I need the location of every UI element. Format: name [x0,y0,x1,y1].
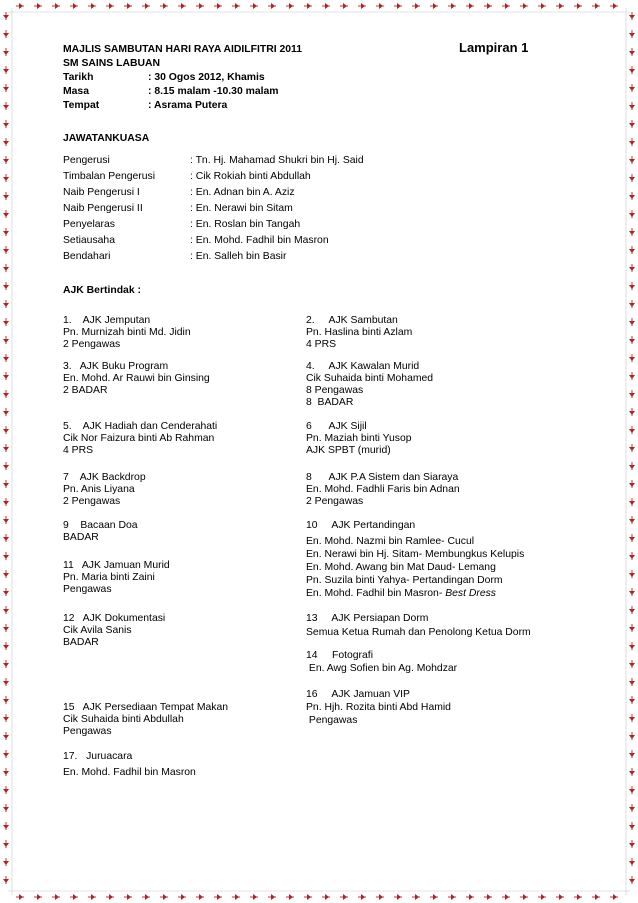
ajk-line-text: En. Mohd. Fadhil bin Masron- [306,588,446,599]
committee-member: : Cik Rokiah binti Abdullah [190,171,311,182]
border-ornament [629,807,635,811]
border-ornament [3,357,9,361]
border-ornament [3,87,9,91]
ajk-title: 2. AJK Sambutan [306,315,398,326]
committee-member: : Tn. Hj. Mahamad Shukri bin Hj. Said [190,155,364,166]
border-ornament [181,3,185,9]
ajk-line: Cik Nor Faizura binti Ab Rahman [63,433,215,444]
border-ornament [3,375,9,379]
ajk-title: 9 Bacaan Doa [63,520,138,531]
border-ornament [629,573,635,577]
border-ornament [629,735,635,739]
border-ornament [629,411,635,415]
border-ornament [3,879,9,883]
border-ornament [559,894,563,900]
border-ornament [629,825,635,829]
border-ornament [325,894,329,900]
border-ornament [541,894,545,900]
border-ornament [433,894,437,900]
border-ornament [145,3,149,9]
border-ornament [541,3,545,9]
ajk-line: En. Mohd. Fadhli Faris bin Adnan [306,484,460,495]
border-ornament [127,3,131,9]
border-ornament [523,3,527,9]
border-ornament [3,141,9,145]
border-ornament [3,843,9,847]
border-ornament [629,753,635,757]
border-ornament [505,894,509,900]
ajk-line: Pn. Maria binti Zaini [63,572,155,583]
border-ornament [451,3,455,9]
ajk-title: 16 AJK Jamuan VIP [306,689,410,700]
ajk-line: Cik Suhaida binti Abdullah [63,714,184,725]
border-ornament [629,15,635,19]
border-ornament [3,339,9,343]
border-ornament [307,3,311,9]
border-ornament [629,375,635,379]
border-ornament [3,303,9,307]
border-ornament [3,501,9,505]
border-ornament [3,123,9,127]
border-ornament [3,429,9,433]
border-ornament [3,537,9,541]
border-ornament [3,51,9,55]
border-ornament [3,807,9,811]
border-ornament [3,15,9,19]
border-ornament [629,555,635,559]
border-ornament [629,771,635,775]
committee-role: Pengerusi [63,155,110,166]
border-ornament [629,519,635,523]
ajk-line: 2 Pengawas [306,496,364,507]
border-ornament [3,465,9,469]
border-ornament [91,3,95,9]
border-ornament [325,3,329,9]
committee-role: Penyelaras [63,219,115,230]
ajk-title: 1. AJK Jemputan [63,315,151,326]
border-ornament [253,894,257,900]
border-ornament [55,894,59,900]
ajk-title: 15 AJK Persediaan Tempat Makan [63,702,229,713]
border-ornament [3,159,9,163]
school-name: SM SAINS LABUAN [63,58,160,69]
border-ornament [271,3,275,9]
ajk-title: 13 AJK Persiapan Dorm [306,613,429,624]
border-ornament [629,195,635,199]
border-ornament [629,681,635,685]
border-ornament [289,894,293,900]
border-ornament [415,894,419,900]
border-ornament [629,267,635,271]
committee-member: : En. Adnan bin A. Aziz [190,187,295,198]
detail-value: : 8.15 malam -10.30 malam [148,86,279,97]
event-title: MAJLIS SAMBUTAN HARI RAYA AIDILFITRI 2011 [63,44,303,55]
border-ornament [199,894,203,900]
border-ornament [163,3,167,9]
border-ornament [3,519,9,523]
border-ornament [469,894,473,900]
border-ornament [487,3,491,9]
ajk-line-italic: Best Dress [445,588,496,599]
border-ornament [3,609,9,613]
border-ornament [109,894,113,900]
border-ornament [629,213,635,217]
border-ornament [3,321,9,325]
border-ornament [629,465,635,469]
border-ornament [3,663,9,667]
border-ornament [629,339,635,343]
ajk-line: BADAR [63,532,99,543]
ajk-line: Pn. Hjh. Rozita binti Abd Hamid [306,702,451,713]
ajk-line: AJK SPBT (murid) [306,445,391,456]
border-ornament [3,771,9,775]
ajk-line: 8 Pengawas [306,385,364,396]
ajk-title: 12 AJK Dokumentasi [63,613,166,624]
detail-label: Tarikh [63,72,94,83]
ajk-line: 2 Pengawas [63,496,121,507]
committee-member: : En. Nerawi bin Sitam [190,203,293,214]
border-ornament [3,231,9,235]
ajk-line: 4 PRS [63,445,94,456]
border-ornament [3,699,9,703]
border-ornament [433,3,437,9]
border-ornament [3,393,9,397]
ajk-line: En. Awg Sofien bin Ag. Mohdzar [306,663,458,674]
border-ornament [3,591,9,595]
detail-value: : 30 Ogos 2012, Khamis [148,72,265,83]
border-ornament [361,894,365,900]
ajk-title: 4. AJK Kawalan Murid [306,361,420,372]
border-ornament [3,213,9,217]
border-ornament [19,894,23,900]
border-ornament [3,447,9,451]
ajk-line: En. Nerawi bin Hj. Sitam- Membungkus Kelupis [306,549,525,560]
border-ornament [629,861,635,865]
border-ornament [217,894,221,900]
border-ornament [3,789,9,793]
border-ornament [3,249,9,253]
detail-value: : Asrama Putera [148,100,228,111]
border-ornament [629,105,635,109]
border-ornament [559,3,563,9]
border-ornament [55,3,59,9]
border-ornament [629,87,635,91]
committee-role: Naib Pengerusi II [63,203,143,214]
border-ornament [523,894,527,900]
border-ornament [629,429,635,433]
border-ornament [629,699,635,703]
border-ornament [91,894,95,900]
ajk-heading: AJK Bertindak : [63,285,141,296]
ajk-line: En. Mohd. Nazmi bin Ramlee- Cucul [306,536,475,547]
detail-label: Masa [63,86,89,97]
border-ornament [629,393,635,397]
border-ornament [3,825,9,829]
ajk-line: Pn. Suzila binti Yahya- Pertandingan Dorm [306,575,503,586]
border-ornament [629,591,635,595]
border-ornament [217,3,221,9]
ajk-line: Semua Ketua Rumah dan Penolong Ketua Dorm [306,627,531,638]
committee-heading: JAWATANKUASA [63,133,150,144]
border-ornament [397,894,401,900]
border-ornament [629,303,635,307]
committee-role: Naib Pengerusi I [63,187,140,198]
ajk-line [306,588,496,600]
border-ornament [629,141,635,145]
border-ornament [3,195,9,199]
border-ornament [629,843,635,847]
border-ornament [37,894,41,900]
border-ornament [629,177,635,181]
border-ornament [3,285,9,289]
ajk-title: 6 AJK Sijil [306,421,367,432]
border-ornament [289,3,293,9]
border-ornament [629,609,635,613]
ajk-line: 8 BADAR [306,397,354,408]
ajk-line: Pn. Anis Liyana [63,484,135,495]
border-ornament [469,3,473,9]
ajk-title: 3. AJK Buku Program [63,361,169,372]
border-ornament [397,3,401,9]
border-ornament [629,663,635,667]
border-ornament [3,861,9,865]
ajk-line: Pengawas [63,726,112,737]
border-ornament [3,717,9,721]
ajk-line: 2 BADAR [63,385,108,396]
border-ornament [145,894,149,900]
ajk-line: Pengawas [306,715,358,726]
border-ornament [629,483,635,487]
border-ornament [379,894,383,900]
ajk-title: 5. AJK Hadiah dan Cenderahati [63,421,218,432]
ajk-line: Pn. Maziah binti Yusop [306,433,412,444]
border-ornament [3,573,9,577]
ajk-line: BADAR [63,637,99,648]
border-ornament [37,3,41,9]
border-ornament [3,483,9,487]
border-ornament [271,894,275,900]
border-ornament [629,645,635,649]
ajk-title: 17. Juruacara [63,751,133,762]
ajk-title: 10 AJK Pertandingan [306,520,416,531]
ajk-line: Cik Suhaida binti Mohamed [306,373,434,384]
ajk-line: Pengawas [63,584,112,595]
border-ornament [235,3,239,9]
ajk-line: En. Mohd. Ar Rauwi bin Ginsing [63,373,210,384]
border-ornament [505,3,509,9]
border-ornament [343,3,347,9]
border-ornament [73,894,77,900]
ajk-title: 11 AJK Jamuan Murid [63,560,170,571]
detail-label: Tempat [63,100,100,111]
committee-member: : En. Salleh bin Basir [190,251,287,262]
border-ornament [629,357,635,361]
ajk-line: 4 PRS [306,339,337,350]
border-ornament [629,123,635,127]
border-ornament [307,894,311,900]
ajk-title: 7 AJK Backdrop [63,472,146,483]
border-ornament [3,645,9,649]
committee-role: Bendahari [63,251,111,262]
committee-role: Timbalan Pengerusi [63,171,156,182]
committee-role: Setiausaha [63,235,115,246]
border-ornament [629,159,635,163]
border-ornament [451,894,455,900]
border-ornament [19,3,23,9]
border-ornament [3,267,9,271]
border-ornament [3,753,9,757]
ajk-line: 2 Pengawas [63,339,121,350]
border-ornament [3,33,9,37]
border-ornament [629,285,635,289]
border-ornament [3,681,9,685]
border-ornament [629,501,635,505]
border-ornament [3,411,9,415]
ajk-line: En. Mohd. Fadhil bin Masron [63,767,196,778]
border-ornament [595,894,599,900]
border-ornament [629,69,635,73]
border-ornament [613,3,617,9]
border-ornament [595,3,599,9]
border-ornament [3,105,9,109]
border-ornament [629,789,635,793]
border-ornament [199,3,203,9]
border-ornament [3,735,9,739]
border-ornament [379,3,383,9]
ajk-title: 8 AJK P.A Sistem dan Siaraya [306,472,459,483]
committee-member: : En. Mohd. Fadhil bin Masron [190,235,329,246]
border-ornament [577,3,581,9]
ajk-line: Pn. Murnizah binti Md. Jidin [63,327,191,338]
border-ornament [3,177,9,181]
border-ornament [629,447,635,451]
border-ornament [109,3,113,9]
committee-member: : En. Roslan bin Tangah [190,219,301,230]
border-ornament [629,537,635,541]
border-ornament [415,3,419,9]
border-ornament [629,627,635,631]
border-ornament [629,51,635,55]
border-ornament [629,321,635,325]
ajk-line: Cik Avila Sanis [63,625,132,636]
border-ornament [613,894,617,900]
border-ornament [629,231,635,235]
border-ornament [629,717,635,721]
border-ornament [3,69,9,73]
border-ornament [629,33,635,37]
border-ornament [629,249,635,253]
border-ornament [163,894,167,900]
ajk-line: En. Mohd. Awang bin Mat Daud- Lemang [306,562,496,573]
border-ornament [73,3,77,9]
border-ornament [127,894,131,900]
border-ornament [361,3,365,9]
border-ornament [181,894,185,900]
border-ornament [629,879,635,883]
border-ornament [3,555,9,559]
ajk-line: Pn. Haslina binti Azlam [306,327,413,338]
border-ornament [343,894,347,900]
border-ornament [487,894,491,900]
ajk-title: 14 Fotografi [306,650,373,661]
border-ornament [253,3,257,9]
border-ornament [235,894,239,900]
border-ornament [3,627,9,631]
border-ornament [577,894,581,900]
lampiran-label: Lampiran 1 [459,40,529,55]
